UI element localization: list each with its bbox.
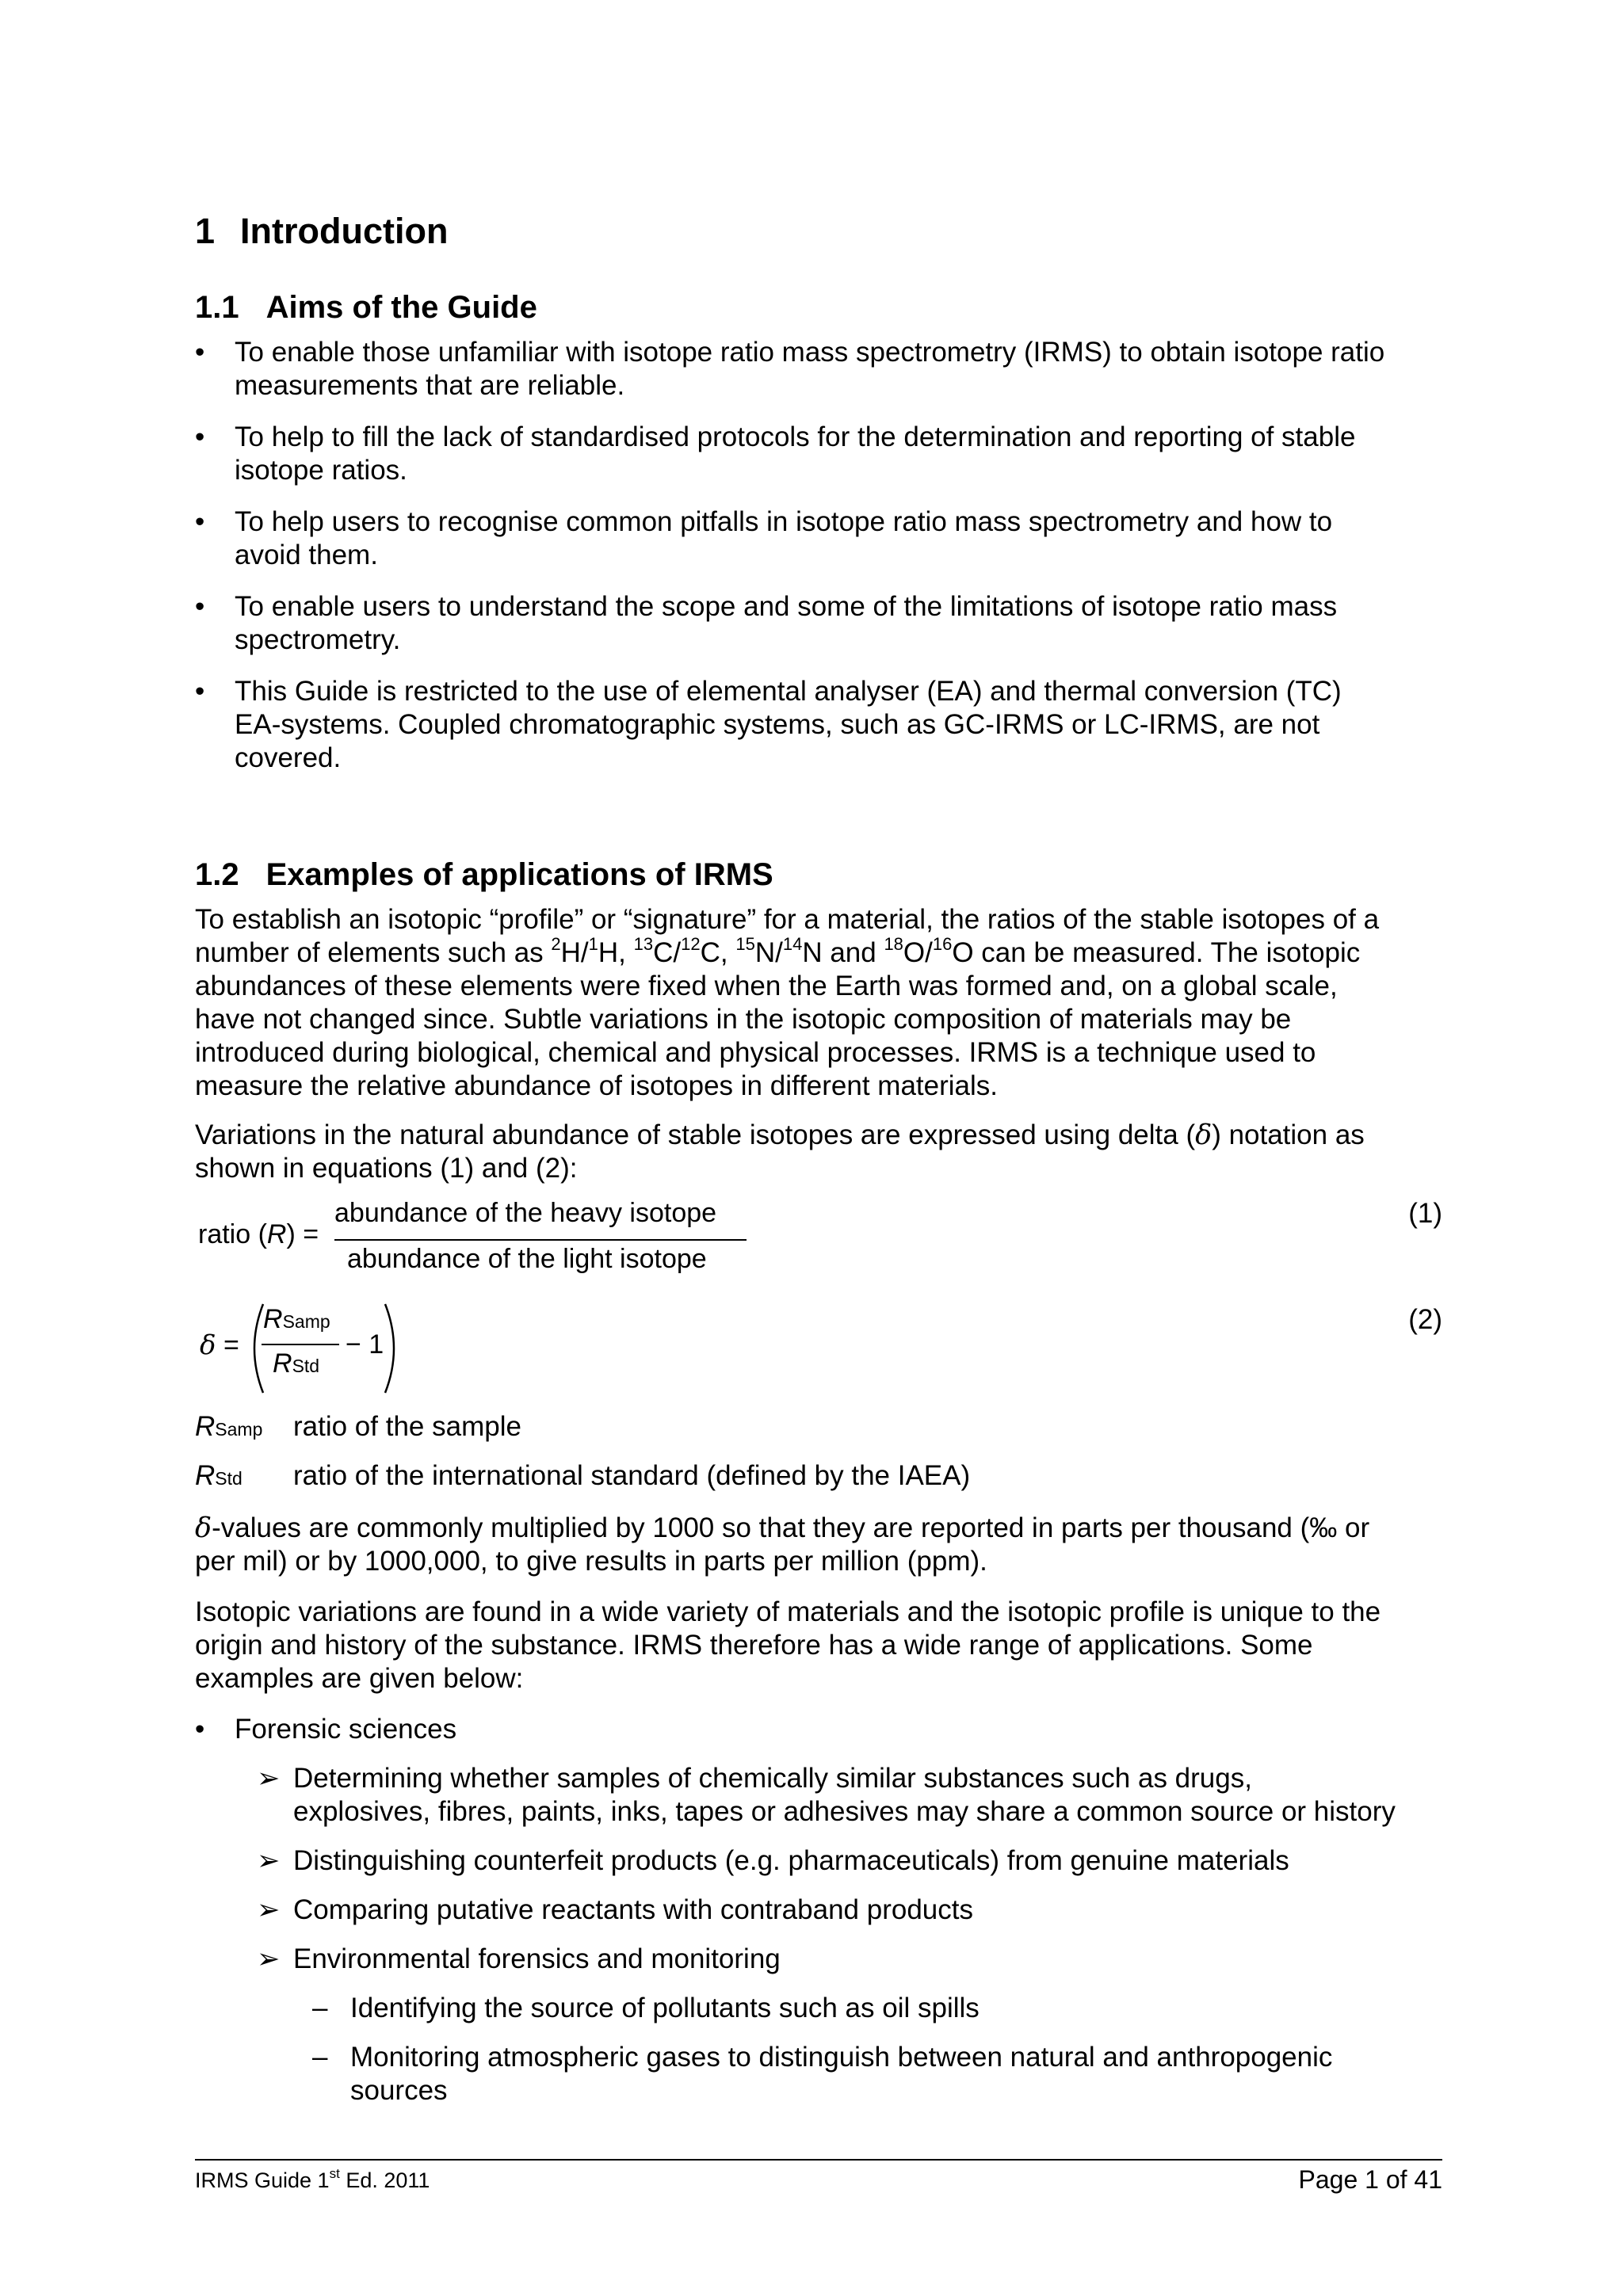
text-line: have not changed since. Subtle variations in the isotopic composition of materials may be	[195, 1004, 1292, 1035]
text-span: IRMS Guide 1	[195, 2168, 330, 2192]
section-title: Examples of applications of IRMS	[265, 857, 773, 892]
list-item-line: This Guide is restricted to the use of elemental analyser (EA) and thermal conversion (TC)	[235, 676, 1342, 707]
text-line-isotopes: number of elements such as $^2$H/$^1$H, $^{13}$C/$^{12}$C, $^{15}$N/$^{14}$N and $^{18}$O/$^{16}$O can be measured. The isotopic	[195, 934, 1361, 968]
right-paren-icon	[382, 1301, 406, 1396]
bullet-icon: •	[195, 591, 205, 622]
equation-lhs	[200, 1329, 239, 1361]
arrow-bullet-icon: ➢	[257, 1845, 281, 1876]
arrow-bullet-icon: ➢	[257, 1763, 281, 1794]
section-number: 1.2	[195, 857, 239, 892]
list-item-line: measurements that are reliable.	[235, 370, 625, 401]
equation-lhs	[198, 1219, 319, 1250]
text-span: Ed. 2011	[339, 2168, 430, 2192]
fraction-bar	[334, 1239, 747, 1241]
text-span: O can be measured. The isotopic	[952, 937, 1361, 968]
superscript: 2	[551, 934, 561, 955]
variable: R	[195, 1411, 216, 1442]
delta-symbol: δ	[1195, 1119, 1212, 1151]
fraction-numerator	[263, 1304, 330, 1335]
text-span: =	[223, 1330, 239, 1360]
text-span: ratio (	[198, 1219, 267, 1249]
text-span: -values are commonly multiplied by 1000 so that they are reported in parts per thousand (‰ or	[212, 1512, 1370, 1543]
list-item-line: Determining whether samples of chemically similar substances such as drugs,	[293, 1763, 1252, 1794]
list-item-line: isotope ratios.	[235, 455, 407, 486]
superscript: st	[329, 2166, 340, 2181]
text-line	[195, 1119, 1442, 1152]
text-span: Variations in the natural abundance of stable isotopes are expressed using delta (	[195, 1119, 1196, 1150]
text-span: ) =	[286, 1219, 319, 1249]
section-heading-1-1	[195, 290, 537, 326]
definition-term	[195, 1410, 262, 1446]
superscript: 1	[588, 934, 598, 955]
superscript: 14	[782, 934, 803, 955]
list-item-text: Forensic sciences	[235, 1714, 457, 1745]
definition-text: ratio of the sample	[293, 1411, 521, 1442]
variable: R	[195, 1460, 216, 1491]
superscript: 13	[633, 934, 654, 955]
chapter-number: 1	[195, 211, 216, 251]
text-line: introduced during biological, chemical and physical processes. IRMS is a technique used to	[195, 1037, 1316, 1068]
text-line: origin and history of the substance. IRMS therefore has a wide range of applications. Some	[195, 1630, 1313, 1661]
definition-text: ratio of the international standard (defined by the IAEA)	[293, 1460, 971, 1491]
chapter-title: Introduction	[240, 211, 449, 251]
subscript: Std	[292, 1356, 320, 1376]
text-line: per mil) or by 1000,000, to give results in parts per million (ppm).	[195, 1546, 987, 1577]
arrow-bullet-icon: ➢	[257, 1894, 281, 1925]
text-span: ) notation as	[1212, 1119, 1365, 1150]
bullet-icon: •	[195, 337, 205, 368]
bullet-icon: •	[195, 676, 205, 707]
text-line: Isotopic variations are found in a wide variety of materials and the isotopic profile is unique to the	[195, 1596, 1381, 1627]
paragraph	[195, 1596, 1442, 1695]
list-item-line: sources	[350, 2075, 448, 2106]
fraction-bar	[262, 1344, 339, 1345]
superscript: 15	[735, 934, 755, 955]
list-item-line: Monitoring atmospheric gases to distinguish between natural and anthropogenic	[350, 2042, 1333, 2073]
list-item-line: spectrometry.	[235, 624, 401, 655]
text-line	[195, 1512, 1442, 1545]
list-item-line: covered.	[235, 742, 342, 773]
section-number: 1.1	[195, 290, 239, 325]
paragraph	[195, 903, 1442, 1103]
variable: R	[263, 1304, 283, 1334]
footer-left	[195, 2168, 430, 2193]
text-line: abundances of these elements were fixed when the Earth was formed and, on a global scale,	[195, 971, 1338, 1001]
superscript: 18	[884, 934, 903, 955]
list-item-line: To enable those unfamiliar with isotope ratio mass spectrometry (IRMS) to obtain isotope ratio	[235, 337, 1385, 368]
list-item-line: Environmental forensics and monitoring	[293, 1943, 781, 1974]
bullet-icon: •	[195, 1714, 205, 1745]
list-item-line: To enable users to understand the scope and some of the limitations of isotope ratio mass	[235, 591, 1338, 622]
text-line: measure the relative abundance of isotopes in different materials.	[195, 1070, 999, 1101]
equation-term: − 1	[346, 1329, 384, 1360]
definition-term	[195, 1459, 242, 1495]
superscript: 16	[932, 934, 953, 955]
dash-bullet-icon: –	[312, 1993, 328, 2023]
dash-bullet-icon: –	[312, 2042, 328, 2073]
text-line: shown in equations (1) and (2):	[195, 1153, 578, 1184]
equation-2	[195, 1301, 1442, 1396]
fraction-numerator: abundance of the heavy isotope	[334, 1198, 717, 1228]
text-line: examples are given below:	[195, 1663, 524, 1694]
list-item-line: explosives, fibres, paints, inks, tapes or adhesives may share a common source or history	[293, 1796, 1396, 1827]
variable: R	[266, 1219, 287, 1249]
footer-divider	[195, 2159, 1442, 2161]
subscript: Samp	[215, 1419, 263, 1440]
variable: R	[273, 1348, 292, 1379]
delta-symbol: δ	[200, 1329, 216, 1361]
page-number: Page 1 of 41	[1298, 2165, 1442, 2194]
subscript: Samp	[282, 1311, 330, 1332]
equation-number: (2)	[1408, 1304, 1442, 1335]
list-item-line: EA-systems. Coupled chromatographic systems, such as GC-IRMS or LC-IRMS, are not	[235, 709, 1320, 740]
fraction-denominator: abundance of the light isotope	[347, 1244, 707, 1274]
list-item-line: Comparing putative reactants with contraband products	[293, 1894, 973, 1925]
list-item-line: To help to fill the lack of standardised protocols for the determination and reporting of stable	[235, 421, 1356, 452]
section-title: Aims of the Guide	[265, 290, 537, 325]
subscript: Std	[215, 1468, 242, 1489]
paragraph	[195, 1119, 1442, 1185]
arrow-bullet-icon: ➢	[257, 1943, 281, 1974]
delta-symbol: δ	[195, 1512, 212, 1544]
equation-number: (1)	[1408, 1198, 1442, 1229]
fraction-denominator	[273, 1348, 319, 1379]
paragraph	[195, 1512, 1442, 1578]
section-heading-1-2	[195, 857, 773, 893]
list-item-line: To help users to recognise common pitfalls in isotope ratio mass spectrometry and how to	[235, 506, 1333, 537]
bullet-icon: •	[195, 506, 205, 537]
bullet-icon: •	[195, 421, 205, 452]
list-item-line: Identifying the source of pollutants such as oil spills	[350, 1993, 980, 2023]
chapter-heading	[195, 211, 448, 252]
equation-1	[195, 1198, 1442, 1285]
superscript: 12	[681, 934, 701, 955]
list-item-line: Distinguishing counterfeit products (e.g. pharmaceuticals) from genuine materials	[293, 1845, 1289, 1876]
list-item-line: avoid them.	[235, 540, 378, 570]
text-line: To establish an isotopic “profile” or “signature” for a material, the ratios of the stable isotopes of a	[195, 904, 1380, 935]
text-span: number of elements such as	[195, 937, 552, 968]
